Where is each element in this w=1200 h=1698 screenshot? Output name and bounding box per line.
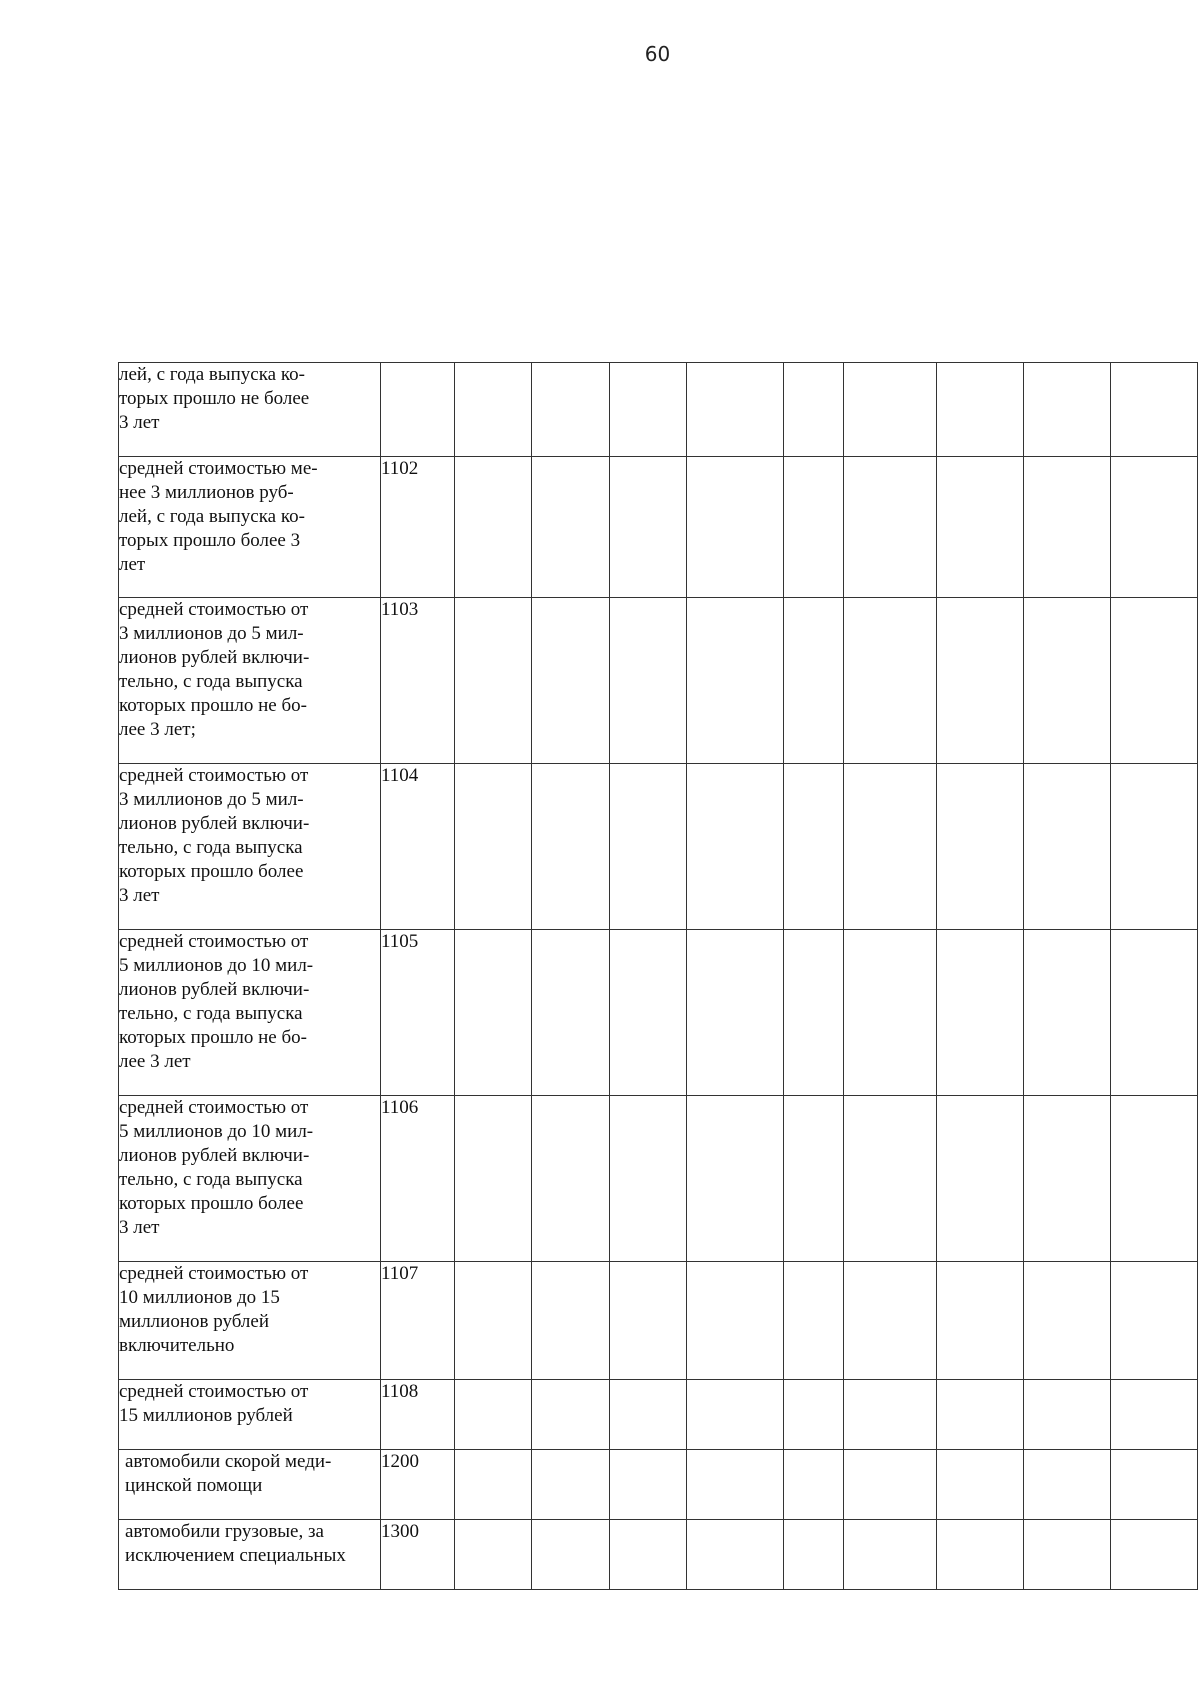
empty-cell [532, 598, 610, 764]
row-label: средней стоимостью от 15 миллионов рублей [119, 1380, 381, 1450]
empty-cell [532, 457, 610, 598]
table-row [119, 764, 1198, 930]
empty-cell [455, 764, 532, 930]
empty-cell [1024, 363, 1111, 457]
empty-cell [844, 363, 937, 457]
row-code: 1300 [381, 1520, 455, 1590]
empty-cell [1111, 598, 1198, 764]
empty-cell [610, 1450, 687, 1520]
empty-cell [532, 764, 610, 930]
empty-cell [844, 764, 937, 930]
empty-cell [784, 598, 844, 764]
empty-cell [687, 930, 784, 1096]
empty-cell [532, 1380, 610, 1450]
empty-cell [844, 1450, 937, 1520]
empty-cell [687, 1520, 784, 1590]
empty-cell [937, 363, 1024, 457]
empty-cell [532, 363, 610, 457]
empty-cell [687, 363, 784, 457]
row-code: 1102 [381, 457, 455, 598]
empty-cell [1024, 1262, 1111, 1380]
empty-cell [844, 930, 937, 1096]
empty-cell [610, 1262, 687, 1380]
empty-cell [937, 764, 1024, 930]
empty-cell [937, 1262, 1024, 1380]
empty-cell [532, 930, 610, 1096]
empty-cell [937, 1380, 1024, 1450]
empty-cell [610, 764, 687, 930]
row-code: 1106 [381, 1096, 455, 1262]
row-label: автомобили грузовые, за исключением специальных [119, 1520, 381, 1590]
row-label: средней стоимостью от 5 миллионов до 10 мил- лионов рублей включи- тельно, с года выпуска которых прошло более 3 лет [119, 1096, 381, 1262]
empty-cell [1024, 764, 1111, 930]
row-label: средней стоимостью от 5 миллионов до 10 мил- лионов рублей включи- тельно, с года выпуска которых прошло не бо- лее 3 лет [119, 930, 381, 1096]
empty-cell [784, 1450, 844, 1520]
empty-cell [1111, 1520, 1198, 1590]
empty-cell [1111, 1096, 1198, 1262]
empty-cell [610, 598, 687, 764]
empty-cell [1024, 1096, 1111, 1262]
row-label: средней стоимостью ме- нее 3 миллионов руб- лей, с года выпуска ко- торых прошло более 3 лет [119, 457, 381, 598]
empty-cell [937, 1450, 1024, 1520]
empty-cell [532, 1450, 610, 1520]
empty-cell [687, 457, 784, 598]
row-code: 1105 [381, 930, 455, 1096]
empty-cell [937, 598, 1024, 764]
empty-cell [784, 764, 844, 930]
empty-cell [1111, 764, 1198, 930]
row-label: средней стоимостью от 3 миллионов до 5 мил- лионов рублей включи- тельно, с года выпуска которых прошло более 3 лет [119, 764, 381, 930]
empty-cell [687, 598, 784, 764]
row-code [381, 363, 455, 457]
empty-cell [784, 1262, 844, 1380]
empty-cell [532, 1520, 610, 1590]
empty-cell [687, 764, 784, 930]
row-code: 1104 [381, 764, 455, 930]
empty-cell [610, 363, 687, 457]
empty-cell [455, 598, 532, 764]
empty-cell [455, 1450, 532, 1520]
empty-cell [455, 1380, 532, 1450]
empty-cell [532, 1262, 610, 1380]
table-row [119, 930, 1198, 1096]
empty-cell [1111, 457, 1198, 598]
empty-cell [1111, 1450, 1198, 1520]
table-row [119, 1520, 1198, 1590]
table-row [119, 457, 1198, 598]
page-number: 60 [644, 42, 671, 66]
empty-cell [784, 1520, 844, 1590]
table-row [119, 598, 1198, 764]
empty-cell [844, 1096, 937, 1262]
empty-cell [687, 1450, 784, 1520]
row-code: 1107 [381, 1262, 455, 1380]
row-label: средней стоимостью от 10 миллионов до 15 миллионов рублей включительно [119, 1262, 381, 1380]
empty-cell [937, 1520, 1024, 1590]
row-code: 1200 [381, 1450, 455, 1520]
row-label: средней стоимостью от 3 миллионов до 5 мил- лионов рублей включи- тельно, с года выпуска которых прошло не бо- лее 3 лет; [119, 598, 381, 764]
table-row [119, 1096, 1198, 1262]
empty-cell [937, 930, 1024, 1096]
empty-cell [937, 1096, 1024, 1262]
empty-cell [784, 457, 844, 598]
empty-cell [455, 363, 532, 457]
empty-cell [937, 457, 1024, 598]
empty-cell [784, 1096, 844, 1262]
empty-cell [455, 1096, 532, 1262]
empty-cell [610, 930, 687, 1096]
empty-cell [1024, 457, 1111, 598]
empty-cell [687, 1096, 784, 1262]
empty-cell [455, 930, 532, 1096]
empty-cell [1024, 1380, 1111, 1450]
empty-cell [1024, 1450, 1111, 1520]
empty-cell [610, 1096, 687, 1262]
empty-cell [610, 1520, 687, 1590]
empty-cell [784, 1380, 844, 1450]
data-table [118, 362, 1198, 1590]
empty-cell [784, 363, 844, 457]
row-code: 1103 [381, 598, 455, 764]
row-label: автомобили скорой меди- цинской помощи [119, 1450, 381, 1520]
table-row [119, 1380, 1198, 1450]
empty-cell [687, 1262, 784, 1380]
empty-cell [844, 1380, 937, 1450]
row-label: лей, с года выпуска ко- торых прошло не более 3 лет [119, 363, 381, 457]
empty-cell [1111, 1262, 1198, 1380]
empty-cell [1111, 1380, 1198, 1450]
table-row [119, 1262, 1198, 1380]
row-code: 1108 [381, 1380, 455, 1450]
empty-cell [455, 1262, 532, 1380]
empty-cell [455, 1520, 532, 1590]
empty-cell [532, 1096, 610, 1262]
empty-cell [1024, 598, 1111, 764]
table-row [119, 1450, 1198, 1520]
empty-cell [455, 457, 532, 598]
empty-cell [844, 1520, 937, 1590]
empty-cell [844, 457, 937, 598]
empty-cell [687, 1380, 784, 1450]
empty-cell [1111, 930, 1198, 1096]
empty-cell [1111, 363, 1198, 457]
empty-cell [1024, 930, 1111, 1096]
empty-cell [844, 598, 937, 764]
empty-cell [1024, 1520, 1111, 1590]
table-row [119, 363, 1198, 457]
empty-cell [610, 1380, 687, 1450]
empty-cell [610, 457, 687, 598]
empty-cell [784, 930, 844, 1096]
empty-cell [844, 1262, 937, 1380]
